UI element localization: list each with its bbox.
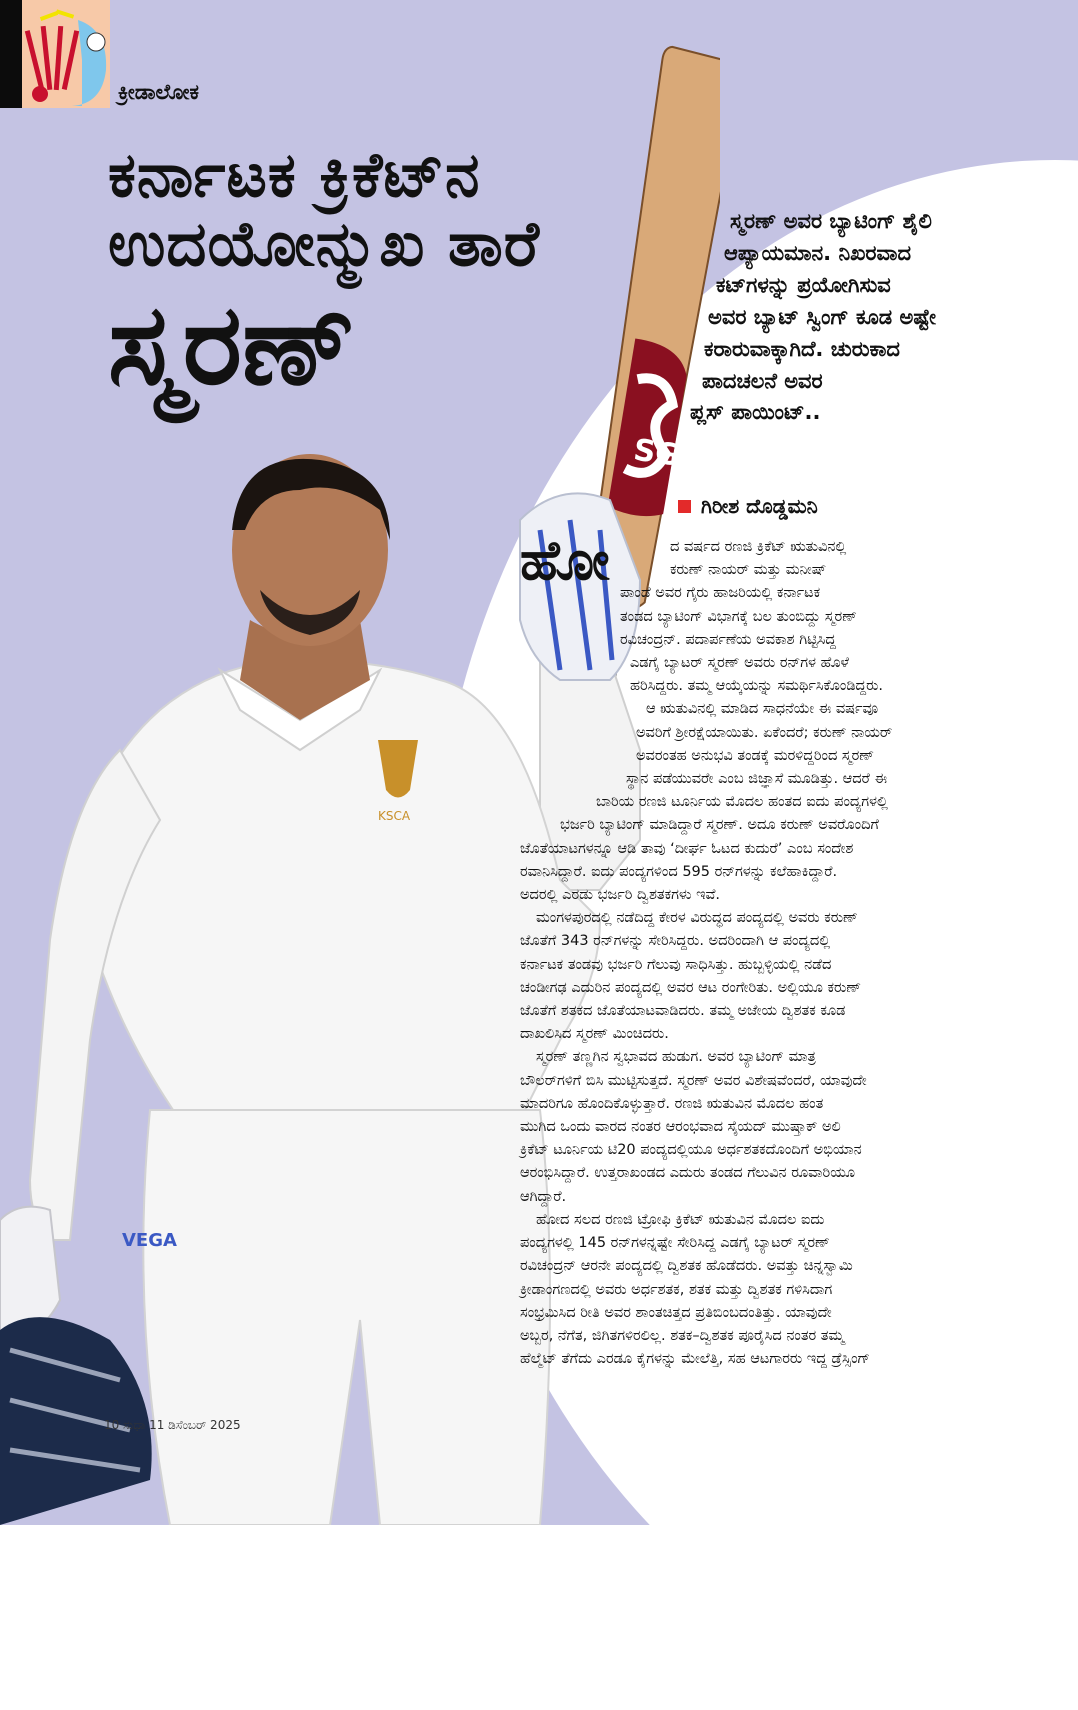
body-line: ಕ್ರೀಡಾಂಗಣದಲ್ಲಿ ಅವರು ಅರ್ಧಶತಕ, ಶತಕ ಮತ್ತು ದ್ವಿಶತಕ ಗಳಿಸಿದಾಗ bbox=[520, 1281, 833, 1298]
byline-author: ಗಿರೀಶ ದೊಡ್ಡಮನಿ bbox=[701, 494, 818, 518]
section-label: ಕ್ರೀಡಾಲೋಕ bbox=[118, 80, 199, 104]
shirt-crest-text: KSCA bbox=[378, 809, 411, 823]
section-logo bbox=[22, 0, 110, 108]
byline bbox=[678, 494, 818, 518]
body-line: ಚಂಡೀಗಢ ಎದುರಿನ ಪಂದ್ಯದಲ್ಲಿ ಅವರ ಆಟ ರಂಗೇರಿತು. ಅಲ್ಲಿಯೂ ಕರುಣ್ bbox=[520, 979, 862, 996]
pull-quote-line: ಪ್ಲಸ್ ಪಾಯಿಂಟ್.. bbox=[690, 400, 821, 425]
body-line: ಮಂಗಳಪುರದಲ್ಲಿ ನಡೆದಿದ್ದ ಕೇರಳ ವಿರುದ್ಧದ ಪಂದ್ಯದಲ್ಲಿ ಅವರು ಕರುಣ್ bbox=[536, 910, 858, 927]
body-line: ಎಡಗೈ ಬ್ಯಾಟರ್ ಸ್ಮರಣ್ ಅವರು ರನ್‌ಗಳ ಹೊಳೆ bbox=[630, 655, 849, 672]
body-line: ಅದರಲ್ಲಿ ಎರಡು ಭರ್ಜರಿ ದ್ವಿಶತಕಗಳು ಇವೆ. bbox=[520, 887, 721, 904]
body-line: ಬಾರಿಯ ರಣಜಿ ಟೂರ್ನಿಯ ಮೊದಲ ಹಂತದ ಐದು ಪಂದ್ಯಗಳಲ್ಲಿ bbox=[596, 794, 888, 811]
body-line: ಆಗಿದ್ದಾರೆ. bbox=[520, 1188, 567, 1205]
body-line: ಭರ್ಜರಿ ಬ್ಯಾಟಿಂಗ್ ಮಾಡಿದ್ದಾರೆ ಸ್ಮರಣ್. ಅದೂ ಕರುಣ್ ಅವರೊಂದಿಗೆ bbox=[560, 817, 879, 834]
body-line: ಹೋದ ಸಲದ ರಣಜಿ ಟ್ರೋಫಿ ಕ್ರಿಕೆಟ್ ಋತುವಿನ ಮೊದಲ ಐದು bbox=[536, 1211, 825, 1228]
body-line: ಅವರಿಗೆ ಶ್ರೀರಕ್ಷೆಯಾಯಿತು. ಏಕೆಂದರೆ; ಕರುಣ್ ನಾಯರ್ bbox=[636, 724, 893, 741]
body-line: ದ ವರ್ಷದ ರಣಜಿ ಕ್ರಿಕೆಟ್ ಋತುವಿನಲ್ಲಿ bbox=[670, 539, 847, 555]
body-line: ಜೊತೆಗೆ 343 ರನ್‌ಗಳನ್ನು ಸೇರಿಸಿದ್ದರು. ಅದರಿಂದಾಗಿ ಆ ಪಂದ್ಯದಲ್ಲಿ bbox=[520, 933, 831, 950]
pull-quote-line: ಅವರ ಬ್ಯಾಟ್ ಸ್ವಿಂಗ್ ಕೂಡ ಅಷ್ಟೇ bbox=[708, 304, 937, 329]
body-line: ಕರುಣ್ ನಾಯರ್ ಮತ್ತು ಮನೀಷ್ bbox=[670, 562, 827, 579]
body-line: ಮುಗಿದ ಒಂದು ವಾರದ ನಂತರ ಆರಂಭವಾದ ಸೈಯದ್ ಮುಷ್ತಾಕ್ ಅಲಿ bbox=[520, 1119, 841, 1136]
pull-quote-line: ಸ್ಮರಣ್ ಅವರ ಬ್ಯಾಟಿಂಗ್ ಶೈಲಿ bbox=[730, 209, 932, 233]
pull-quote-line: ಆಪ್ಯಾಯಮಾನ. ನಿಖರವಾದ bbox=[724, 240, 912, 265]
bat-brand: SG bbox=[631, 432, 682, 474]
body-line: ರವಾನಿಸಿದ್ದಾರೆ. ಐದು ಪಂದ್ಯಗಳಿಂದ 595 ರನ್‌ಗಳನ್ನು ಕಲೆಹಾಕಿದ್ದಾರೆ. bbox=[520, 863, 838, 880]
body-line: ಅಬ್ಬರ, ನೆಗೆತ, ಜಿಗಿತಗಳಿರಲಿಲ್ಲ. ಶತಕ–ದ್ವಿಶತಕ ಪೂರೈಸಿದ ನಂತರ ತಮ್ಮ bbox=[520, 1327, 845, 1344]
headline-name: ಸ್ಮರಣ್ bbox=[108, 279, 356, 410]
body-line: ಕರ್ನಾಟಕ ತಂಡವು ಭರ್ಜರಿ ಗೆಲುವು ಸಾಧಿಸಿತ್ತು. ಹುಬ್ಬಳ್ಳಿಯಲ್ಲಿ ನಡೆದ bbox=[520, 956, 832, 973]
body-line: ಬೌಲರ್‌ಗಳಿಗೆ ಬಿಸಿ ಮುಟ್ಟಿಸುತ್ತದೆ. ಸ್ಮರಣ್ ಅವರ ವಿಶೇಷವೆಂದರೆ, ಯಾವುದೇ bbox=[520, 1072, 867, 1089]
body-line: ಕ್ರಿಕೆಟ್ ಟೂರ್ನಿಯ ಟಿ20 ಪಂದ್ಯದಲ್ಲಿಯೂ ಅರ್ಧಶತಕದೊಂದಿಗೆ ಅಭಿಯಾನ bbox=[520, 1142, 862, 1159]
sleeve-logo-text: VEGA bbox=[122, 1230, 177, 1251]
body-line: ಹರಿಸಿದ್ದರು. ತಮ್ಮ ಆಯ್ಕೆಯನ್ನು ಸಮರ್ಥಿಸಿಕೊಂಡಿದ್ದರು. bbox=[630, 678, 884, 695]
page-folio: 10 ಸುಧಾ 11 ಡಿಸೆಂಬರ್ 2025 bbox=[104, 1418, 241, 1432]
headline-line-1: ಕರ್ನಾಟಕ ಕ್ರಿಕೆಟ್‌ನ bbox=[108, 138, 481, 211]
body-line: ಮಾದರಿಗೂ ಹೊಂದಿಕೊಳ್ಳುತ್ತಾರೆ. ರಣಜಿ ಋತುವಿನ ಮೊದಲ ಹಂತ bbox=[520, 1095, 824, 1112]
body-line: ತಂಡದ ಬ್ಯಾಟಿಂಗ್ ವಿಭಾಗಕ್ಕೆ ಬಲ ತುಂಬಿದ್ದು ಸ್ಮರಣ್ bbox=[620, 608, 857, 625]
body-line: ಆರಂಭಿಸಿದ್ದಾರೆ. ಉತ್ತರಾಖಂಡದ ಎದುರು ತಂಡದ ಗೆಲುವಿನ ರೂವಾರಿಯೂ bbox=[520, 1165, 855, 1182]
pull-quote bbox=[680, 206, 1020, 429]
pull-quote-line: ಪಾದಚಲನೆ ಅವರ bbox=[702, 368, 823, 393]
drop-cap: ಹೋ bbox=[520, 529, 610, 592]
body-line: ಅವರಂತಹ ಅನುಭವಿ ತಂಡಕ್ಕೆ ಮರಳಿದ್ದರಿಂದ ಸ್ಮರಣ್ bbox=[636, 747, 874, 764]
byline-marker bbox=[678, 500, 691, 513]
body-line: ಜೊತೆಗೆ ಶತಕದ ಜೊತೆಯಾಟವಾಡಿದರು. ತಮ್ಮ ಅಜೇಯ ದ್ವಿಶತಕ ಕೂಡ bbox=[520, 1003, 846, 1020]
body-line: ಆ ಋತುವಿನಲ್ಲಿ ಮಾಡಿದ ಸಾಧನೆಯೇ ಈ ವರ್ಷವೂ bbox=[646, 701, 879, 718]
body-line: ಸ್ಮರಣ್ ತಣ್ಣಗಿನ ಸ್ವಭಾವದ ಹುಡುಗ. ಅವರ ಬ್ಯಾಟಿಂಗ್ ಮಾತ್ರ bbox=[536, 1049, 816, 1066]
pull-quote-line: ಕಟ್‌ಗಳನ್ನು ಪ್ರಯೋಗಿಸುವ bbox=[716, 272, 891, 297]
body-line: ಹೆಲ್ಮೆಟ್ ತೆಗೆದು ಎರಡೂ ಕೈಗಳನ್ನು ಮೇಲೆತ್ತಿ, ಸಹ ಆಟಗಾರರು ಇದ್ದ ಡ್ರೆಸ್ಸಿಂಗ್ bbox=[520, 1351, 871, 1368]
article-body bbox=[520, 529, 1010, 1371]
cricket-stumps-icon bbox=[22, 0, 110, 108]
body-line: ರವಿಚಂದ್ರನ್ ಆರನೇ ಪಂದ್ಯದಲ್ಲಿ ದ್ವಿಶತಕ ಹೊಡೆದರು. ಅವತ್ತು ಚಿನ್ನಸ್ವಾಮಿ bbox=[520, 1258, 853, 1275]
body-line: ದಾಖಲಿಸಿದ ಸ್ಮರಣ್ ಮಿಂಚಿದರು. bbox=[520, 1026, 669, 1043]
pull-quote-line: ಕರಾರುವಾಕ್ಕಾಗಿದೆ. ಚುರುಕಾದ bbox=[704, 336, 900, 361]
body-line: ಪಂದ್ಯಗಳಲ್ಲಿ 145 ರನ್‌ಗಳನ್ನಷ್ಟೇ ಸೇರಿಸಿದ್ದ ಎಡಗೈ ಬ್ಯಾಟರ್ ಸ್ಮರಣ್ bbox=[520, 1235, 830, 1252]
headline-line-2: ಉದಯೋನ್ಮುಖ ತಾರೆ bbox=[108, 207, 541, 281]
body-line: ಸ್ಥಾನ ಪಡೆಯುವರೇ ಎಂಬ ಜಿಜ್ಞಾಸೆ ಮೂಡಿತ್ತು. ಆದರೆ ಈ bbox=[626, 771, 888, 788]
body-line: ಸಂಭ್ರಮಿಸಿದ ರೀತಿ ಅವರ ಶಾಂತಚಿತ್ತದ ಪ್ರತಿಬಿಂಬದಂತಿತ್ತು. ಯಾವುದೇ bbox=[520, 1304, 832, 1321]
body-line: ಜೊತೆಯಾಟಗಳನ್ನೂ ಆಡಿ ತಾವು ‘ದೀರ್ಘ ಓಟದ ಕುದುರೆ’ ಎಂಬ ಸಂದೇಶ bbox=[520, 840, 854, 857]
body-line: ಪಾಂಡೆ ಅವರ ಗೈರು ಹಾಜರಿಯಲ್ಲಿ ಕರ್ನಾಟಕ bbox=[620, 585, 821, 602]
body-line: ರವಿಚಂದ್ರನ್. ಪದಾರ್ಪಣೆಯ ಅವಕಾಶ ಗಿಟ್ಟಿಸಿದ್ದ bbox=[620, 631, 837, 648]
